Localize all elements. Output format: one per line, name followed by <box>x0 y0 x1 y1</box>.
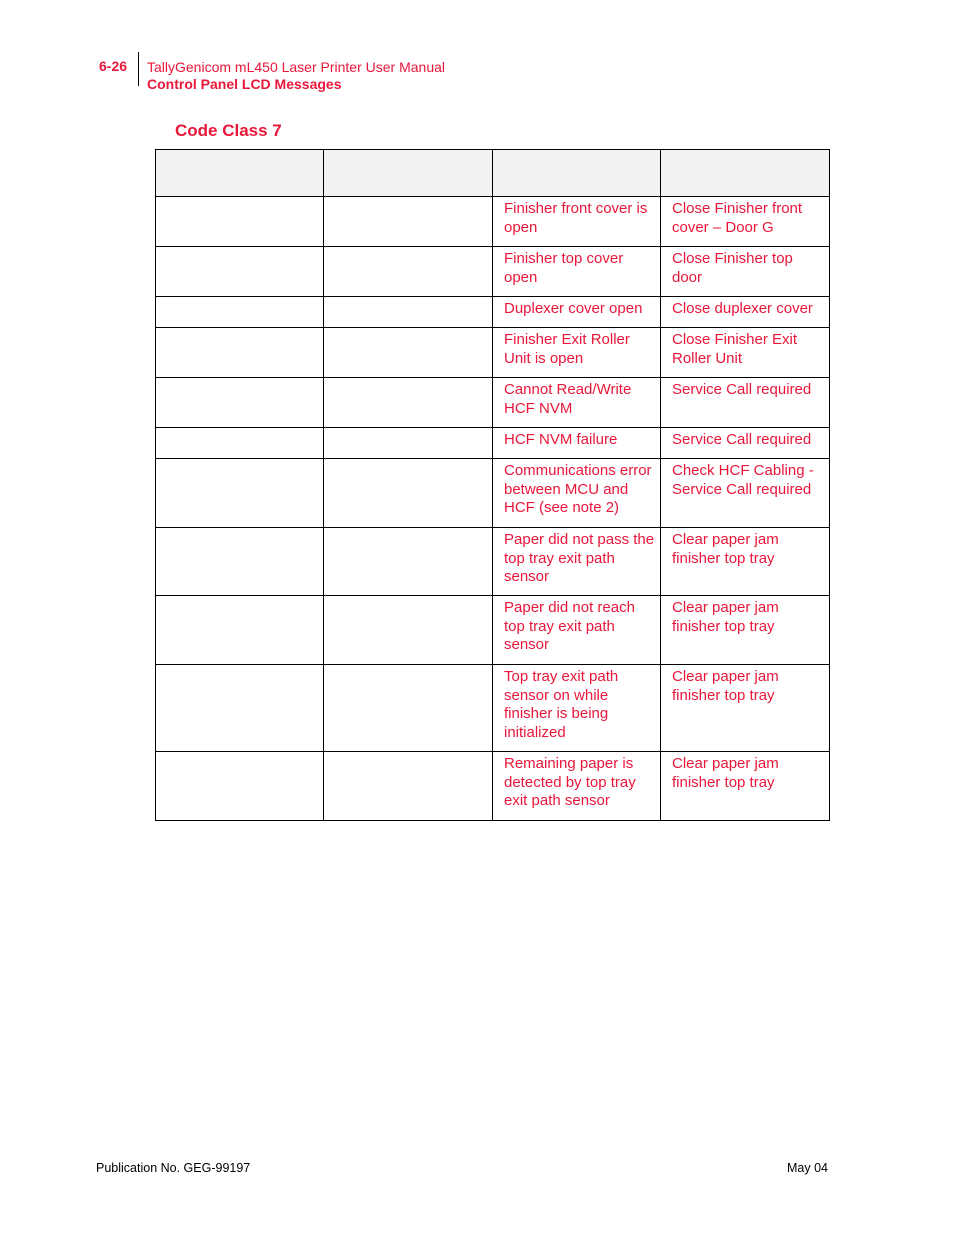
code-cell <box>156 378 324 428</box>
lcd-cell <box>324 459 493 528</box>
description-cell: Finisher top cover open <box>493 247 661 297</box>
lcd-cell <box>324 665 493 752</box>
action-cell: Close Finisher top door <box>661 247 830 297</box>
table-row <box>156 328 830 378</box>
description-cell: Communications error between MCU and HCF (see note 2) <box>493 459 661 528</box>
action-cell: Close duplexer cover <box>661 297 830 328</box>
header-divider <box>138 52 139 86</box>
code-cell <box>156 428 324 459</box>
table-row <box>156 247 830 297</box>
code-cell <box>156 665 324 752</box>
lcd-cell <box>324 328 493 378</box>
action-cell: Clear paper jam finisher top tray <box>661 665 830 752</box>
table-row <box>156 297 830 328</box>
lcd-cell <box>324 528 493 596</box>
lcd-cell <box>324 297 493 328</box>
action-cell: Clear paper jam finisher top tray <box>661 596 830 665</box>
code-cell <box>156 197 324 247</box>
lcd-cell <box>324 378 493 428</box>
action-cell: Service Call required <box>661 378 830 428</box>
action-cell: Close Finisher Exit Roller Unit <box>661 328 830 378</box>
table-row <box>156 596 830 665</box>
publication-number: Publication No. GEG-99197 <box>96 1161 251 1175</box>
action-cell: Close Finisher front cover – Door G <box>661 197 830 247</box>
lcd-cell <box>324 247 493 297</box>
lcd-cell <box>324 428 493 459</box>
description-cell: Finisher front cover is open <box>493 197 661 247</box>
table-row <box>156 197 830 247</box>
header-cell-action <box>661 150 830 197</box>
description-cell: Remaining paper is detected by top tray exit path sensor <box>493 752 661 821</box>
lcd-messages-table <box>155 149 830 821</box>
lcd-cell <box>324 596 493 665</box>
table-row <box>156 459 830 528</box>
description-cell: Duplexer cover open <box>493 297 661 328</box>
header-cell-lcd <box>324 150 493 197</box>
header-cell-code <box>156 150 324 197</box>
table-row <box>156 665 830 752</box>
section-title: Control Panel LCD Messages <box>147 76 342 92</box>
description-cell: Top tray exit path sensor on while finisher is being initialized <box>493 665 661 752</box>
header-cell-description <box>493 150 661 197</box>
code-cell <box>156 297 324 328</box>
description-cell: Paper did not reach top tray exit path sensor <box>493 596 661 665</box>
page-number: 6-26 <box>99 58 128 74</box>
code-cell <box>156 752 324 821</box>
table-row <box>156 528 830 596</box>
action-cell: Check HCF Cabling - Service Call required <box>661 459 830 528</box>
code-class-heading: Code Class 7 <box>175 121 282 140</box>
action-cell: Service Call required <box>661 428 830 459</box>
description-cell: Paper did not pass the top tray exit path sensor <box>493 528 661 596</box>
lcd-cell <box>324 197 493 247</box>
action-cell: Clear paper jam finisher top tray <box>661 752 830 821</box>
code-cell <box>156 459 324 528</box>
code-cell <box>156 328 324 378</box>
table-row <box>156 378 830 428</box>
table-header-row <box>156 150 830 197</box>
document-title: TallyGenicom mL450 Laser Printer User Manual <box>147 59 446 75</box>
description-cell: Finisher Exit Roller Unit is open <box>493 328 661 378</box>
action-cell: Clear paper jam finisher top tray <box>661 528 830 596</box>
description-cell: Cannot Read/Write HCF NVM <box>493 378 661 428</box>
code-cell <box>156 528 324 596</box>
lcd-cell <box>324 752 493 821</box>
table-row <box>156 752 830 821</box>
code-cell <box>156 596 324 665</box>
publication-date: May 04 <box>787 1161 828 1175</box>
description-cell: HCF NVM failure <box>493 428 661 459</box>
table-row <box>156 428 830 459</box>
code-cell <box>156 247 324 297</box>
